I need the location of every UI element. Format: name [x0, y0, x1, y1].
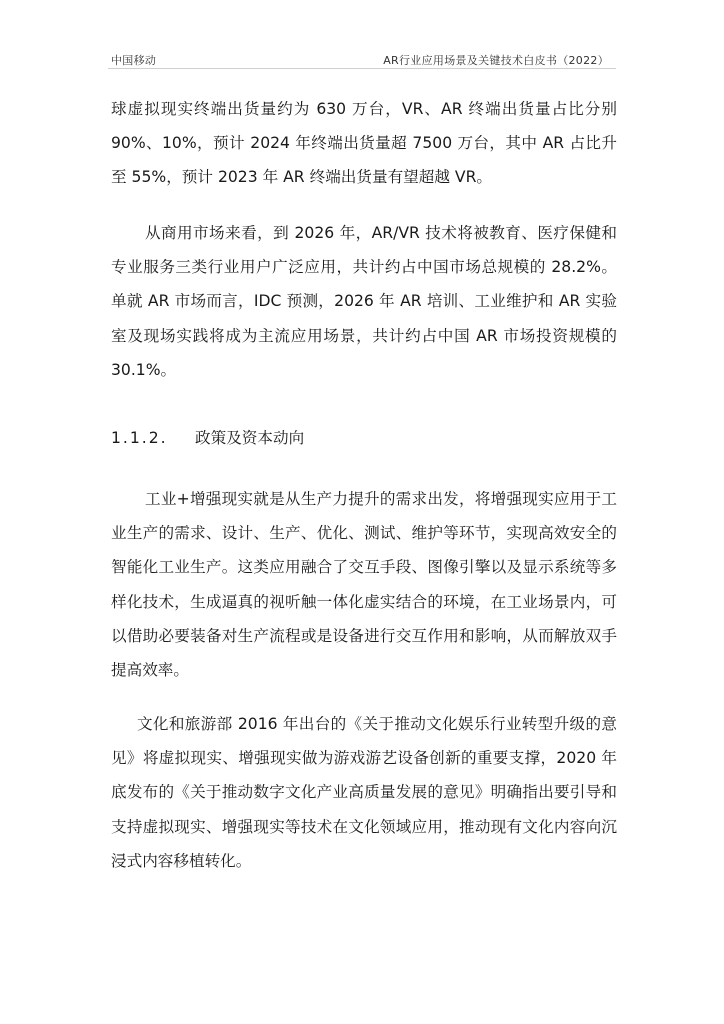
section-title: 政策及资本动向 — [195, 429, 305, 447]
header-left: 中国移动 — [111, 54, 157, 67]
paragraph-4: 文化和旅游部 2016 年出台的《关于推动文化娱乐行业转型升级的意见》将虚拟现实、增强现实做为游戏游艺设备创新的重要支撑，2020 年底发布的《关于推动数字文化产业高质量发展的意见》明确指出要引导和支持虚拟现实、增强现实等技术在文化领域应用，推动现有文化内容向沉浸式内容移植转化。 — [111, 715, 617, 870]
section-number: 1.1.2. — [111, 429, 168, 447]
paragraph-3: 工业+增强现实就是从生产力提升的需求出发，将增强现实应用于工业生产的需求、设计、生产、优化、测试、维护等环节，实现高效安全的智能化工业生产。这类应用融合了交互手段、图像引擎以及显示系统等多样化技术，生成逼真的视听触一体化虚实结合的环境，在工业场景内，可以借助必要装备对生产流程或是设备进行交互作用和影响，从而解放双手提高效率。 — [111, 490, 617, 680]
paragraph-2: 从商用市场来看，到 2026 年，AR/VR 技术将被教育、医疗保健和专业服务三类行业用户广泛应用，共计约占中国市场总规模的 28.2%。单就 AR 市场而言，IDC 预测，2026 年 AR 培训、工业维护和 AR 实验室及现场实践将成为主流应用场景，共计约占中国 AR 市场投资规模的 30.1%。 — [111, 224, 617, 379]
header-right: AR行业应用场景及关键技术白皮书（2022） — [383, 54, 609, 67]
paragraph-1: 球虚拟现实终端出货量约为 630 万台，VR、AR 终端出货量占比分别 90%、10%，预计 2024 年终端出货量超 7500 万台，其中 AR 占比升至 55%，预计 2023 年 AR 终端出货量有望超越 VR。 — [111, 100, 617, 187]
section-heading — [111, 424, 304, 452]
header-divider — [108, 68, 616, 69]
